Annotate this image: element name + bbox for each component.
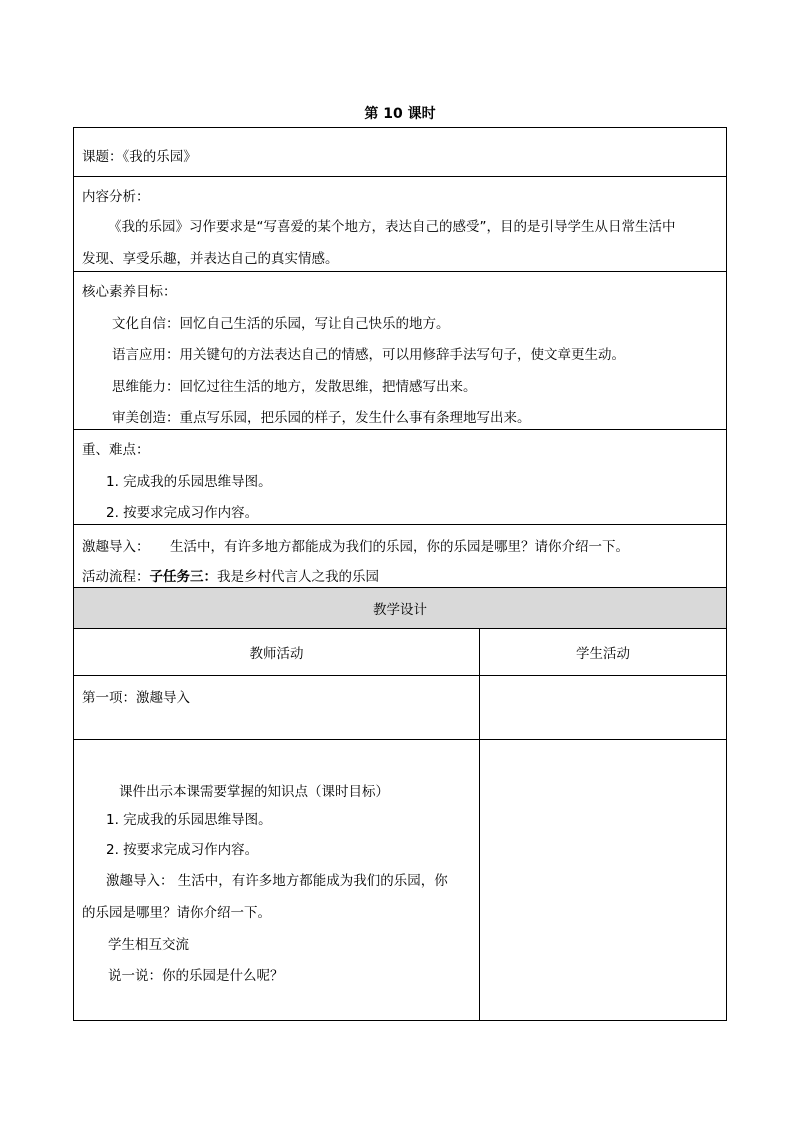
topic-text: 课题：《我的乐园》 [82, 149, 197, 165]
teacher-activity-header: 教师活动 [249, 646, 304, 662]
key-point-item: 2. 按要求完成习作内容。 [106, 505, 259, 521]
activity-flow-text: 我是乡村代言人之我的乐园 [217, 569, 379, 585]
column-header-row [74, 629, 726, 676]
intro-label: 激趣导入： [82, 539, 150, 555]
detail-line: 2. 按要求完成习作内容。 [106, 842, 259, 858]
activity-flow-label: 活动流程： [82, 569, 150, 585]
core-goal-item: 审美创造：重点写乐园，把乐园的样子，发生什么事有条理地写出来。 [112, 410, 531, 426]
core-goal-item: 思维能力：回忆过往生活的地方，发散思维，把情感写出来。 [112, 379, 477, 395]
activity-flow-task: 子任务三： [149, 569, 217, 585]
content-analysis-line2: 发现、享受乐趣，并表达自己的真实情感。 [82, 251, 339, 267]
topic-row [74, 128, 726, 177]
detail-row [74, 740, 726, 1020]
student-activity-header: 学生活动 [576, 646, 630, 662]
detail-line: 学生相互交流 [108, 937, 189, 953]
core-goals-row [74, 272, 726, 430]
detail-line: 说一说：你的乐园是什么呢？ [108, 968, 284, 984]
design-header: 教学设计 [373, 602, 427, 618]
design-header-row [74, 588, 726, 629]
core-goal-item: 文化自信：回忆自己生活的乐园，写让自己快乐的地方。 [112, 316, 450, 332]
step1-row [74, 676, 726, 740]
core-goals-label: 核心素养目标： [82, 284, 177, 300]
key-points-row [74, 430, 726, 525]
page-title: 第 10 课时 [364, 106, 436, 122]
step1-title: 第一项：激趣导入 [82, 690, 190, 706]
step1-student-cell [480, 676, 726, 739]
detail-line: 的乐园是哪里？请你介绍一下。 [82, 905, 271, 921]
detail-line: 激趣导入： 生活中，有许多地方都能成为我们的乐园，你 [106, 873, 448, 889]
intro-flow-row [74, 525, 726, 588]
content-analysis-row [74, 177, 726, 272]
core-goal-item: 语言应用：用关键句的方法表达自己的情感，可以用修辞手法写句子，使文章更生动。 [112, 347, 625, 363]
activity-flow [82, 565, 379, 585]
content-analysis-line1: 《我的乐园》习作要求是“写喜爱的某个地方，表达自己的感受”，目的是引导学生从日常生活中 [108, 219, 676, 235]
content-analysis-label: 内容分析： [82, 189, 150, 205]
detail-line: 课件出示本课需要掌握的知识点（课时目标） [119, 784, 389, 800]
detail-line: 1. 完成我的乐园思维导图。 [106, 812, 272, 828]
key-point-item: 1. 完成我的乐园思维导图。 [106, 474, 272, 490]
lesson-plan-table [73, 127, 727, 1021]
intro-text: 生活中，有许多地方都能成为我们的乐园，你的乐园是哪里？请你介绍一下。 [170, 539, 629, 555]
detail-student-cell [480, 740, 726, 1020]
key-points-label: 重、难点： [82, 442, 150, 458]
